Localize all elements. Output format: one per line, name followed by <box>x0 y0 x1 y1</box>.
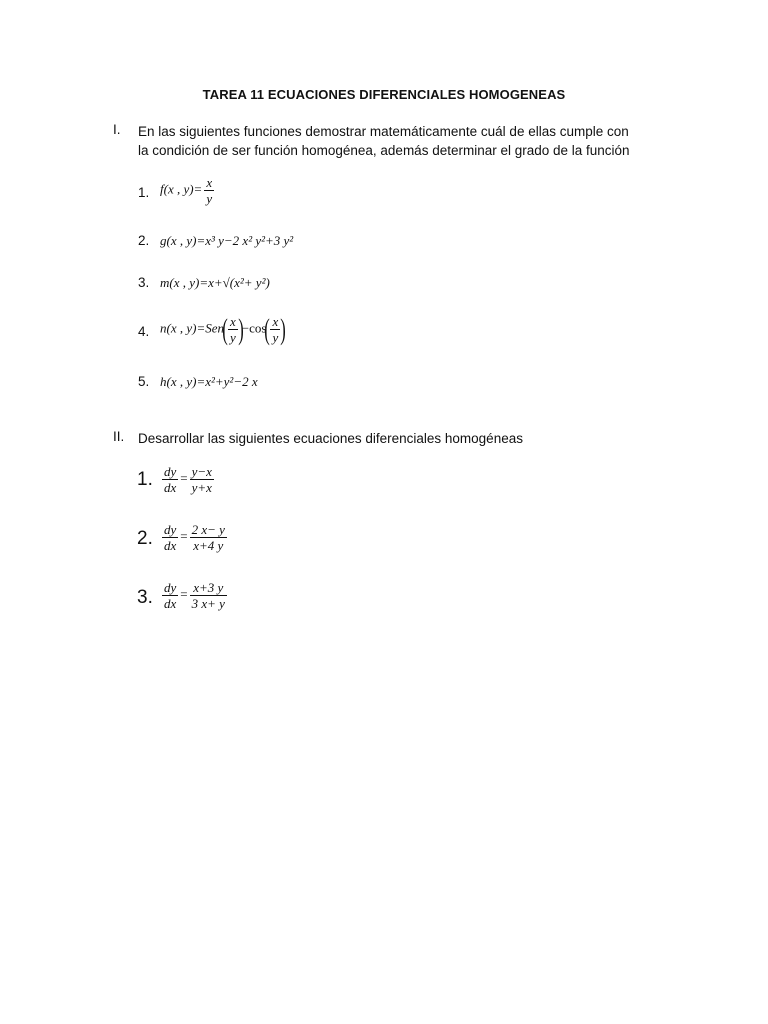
section-1-numeral: I. <box>113 122 121 137</box>
left-paren-icon: ( <box>264 312 271 346</box>
left-paren-icon: ( <box>222 312 228 346</box>
function-1-number: 1. <box>138 185 150 200</box>
equation-2-expression: $\frac{dy}{dx}$ = $\frac{2 x- y}{x+4 y}$ <box>164 522 225 553</box>
function-4-number: 4. <box>138 324 150 339</box>
function-4-denominator-a: y <box>230 330 236 345</box>
function-1-denominator: y <box>206 191 213 206</box>
function-1-numerator: x <box>206 175 213 190</box>
equation-3-expression: $\frac{dy}{dx}$ = $\frac{x+3 y}{3 x+ y}$ <box>164 580 225 611</box>
function-4-fraction-b <box>270 314 280 345</box>
equation-3-lhs-numerator: dy <box>164 580 177 595</box>
function-4-denominator-b: y <box>272 330 279 345</box>
section-1-instruction <box>138 122 630 160</box>
equation-2-lhs-numerator: dy <box>164 522 177 537</box>
equation-2-number: 2. <box>137 528 153 549</box>
equation-1-lhs <box>162 464 178 495</box>
function-4-cos: cos <box>249 320 267 336</box>
function-3-expression: m(x , y)=x+√(x²+ y²) <box>160 275 270 290</box>
function-1-lhs: f(x , y)= <box>160 181 203 197</box>
function-5-expression: h(x , y)=x²+y²−2 x <box>160 374 258 389</box>
equation-2-lhs-denominator: dx <box>164 538 177 553</box>
equation-3-lhs <box>162 580 178 611</box>
function-2-number: 2. <box>138 233 150 248</box>
equation-3-rhs-denominator: 3 x+ y <box>191 596 225 611</box>
equation-1-expression: $\frac{dy}{dx}$ = $\frac{y-x}{y+x}$ <box>164 464 212 495</box>
equation-1-lhs-numerator: dy <box>164 464 177 479</box>
equation-3-lhs-denominator: dx <box>164 596 177 611</box>
function-3-number: 3. <box>138 275 150 290</box>
equation-1-number: 1. <box>137 469 153 490</box>
equation-2-rhs-denominator: x+4 y <box>193 538 224 553</box>
document-title: TAREA 11 ECUACIONES DIFERENCIALES HOMOGENEAS <box>202 87 566 102</box>
equation-2-rhs-numerator: 2 x− y <box>191 522 225 537</box>
section-2-numeral: II. <box>113 429 125 444</box>
function-4-expression: n(x , y)=Sen( $\frac{x}{y}$ )−cos( $\frac{x}{y}$ ) <box>160 312 287 346</box>
equation-1-rhs <box>190 464 214 495</box>
function-4-fraction-a <box>228 314 238 345</box>
section-1-line-2: la condición de ser función homogénea, además determinar el grado de la función <box>138 143 630 158</box>
equation-3-rhs-numerator: x+3 y <box>190 580 227 596</box>
equation-2-lhs <box>162 522 178 553</box>
right-paren-icon: ) <box>238 312 244 346</box>
right-paren-icon: ) <box>280 312 287 346</box>
section-2-heading: Desarrollar las siguientes ecuaciones diferenciales homogéneas <box>138 431 523 446</box>
equation-1-rhs-numerator: y−x <box>191 464 212 479</box>
function-4-sen: Sen <box>205 320 225 336</box>
function-5-number: 5. <box>138 374 150 389</box>
section-1-line-1: En las siguientes funciones demostrar matemáticamente cuál de ellas cumple con <box>138 124 629 139</box>
function-4-numerator-b: x <box>272 314 279 329</box>
function-1-expression <box>160 175 216 206</box>
equation-3-number: 3. <box>137 587 153 608</box>
equation-1-rhs-denominator: y+x <box>191 480 212 495</box>
function-1-fraction <box>204 175 214 206</box>
function-4-lhs: n(x , y)= <box>160 320 206 336</box>
function-2-expression: g(x , y)=x³ y−2 x² y²+3 y² <box>160 233 294 248</box>
equation-3-rhs <box>190 580 227 611</box>
equation-1-lhs-denominator: dx <box>164 480 177 495</box>
equation-2-rhs <box>190 522 227 553</box>
function-4-numerator-a: x <box>230 314 236 329</box>
